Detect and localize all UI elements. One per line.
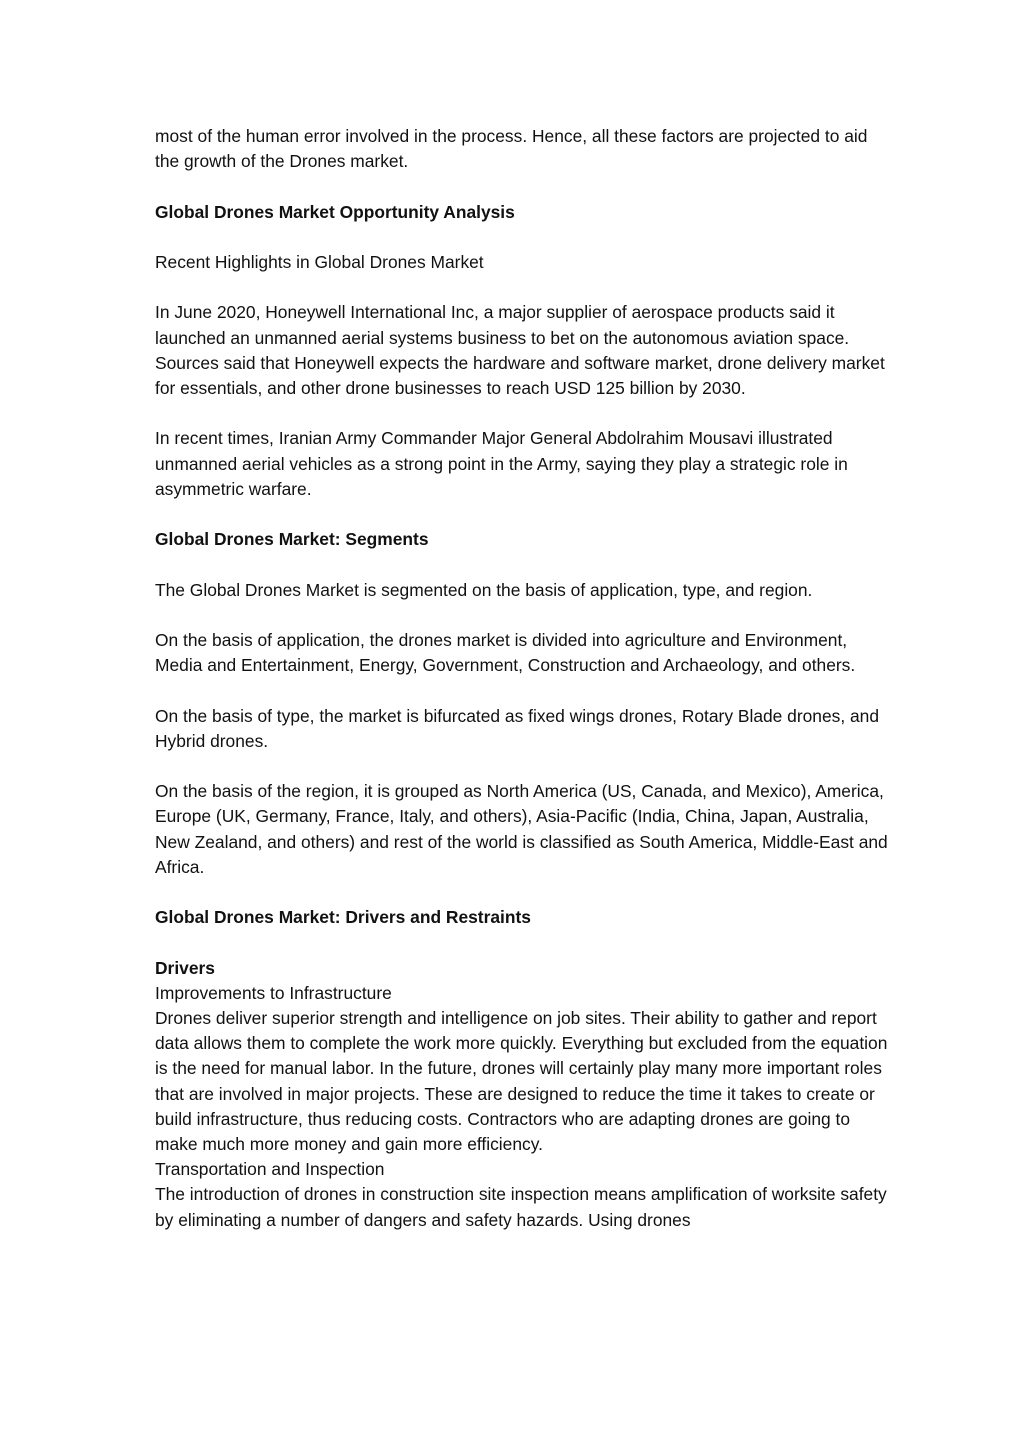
heading-segments: Global Drones Market: Segments <box>155 529 429 550</box>
heading-opportunity-analysis: Global Drones Market Opportunity Analysis <box>155 201 515 222</box>
intro-paragraph: most of the human error involved in the process. Hence, all these factors are projected to aid the growth of the Drones market. <box>155 126 868 172</box>
heading-drivers: Drivers <box>155 957 215 978</box>
paragraph-iran: In recent times, Iranian Army Commander Major General Abdolrahim Mousavi illustrated unmanned aerial vehicles as a strong point in the Army, saying they play a strategic role in asymmetric warfare. <box>155 428 848 499</box>
paragraph-region: On the basis of the region, it is grouped as North America (US, Canada, and Mexico), America, Europe (UK, Germany, France, Italy, and others), Asia-Pacific (India, China, Japan, Australia, New Zealand, and others) and rest of the world is classified as South America, Middle-East and Africa. <box>155 781 888 877</box>
paragraph-type: On the basis of type, the market is bifurcated as fixed wings drones, Rotary Blade drones, and Hybrid drones. <box>155 705 880 751</box>
paragraph-segmented: The Global Drones Market is segmented on the basis of application, type, and region. <box>155 579 813 600</box>
subheading-infrastructure: Improvements to Infrastructure <box>155 982 392 1003</box>
document-body <box>155 124 890 1233</box>
paragraph-infrastructure: Drones deliver superior strength and intelligence on job sites. Their ability to gather and report data allows them to complete the work more quickly. Everything but excluded from the equation is the need for manual labor. In the future, drones will certainly play many more important roles that are involved in major projects. These are designed to reduce the time it takes to create or build infrastructure, thus reducing costs. Contractors who are adapting drones are going to make much more money and gain more efficiency. <box>155 1007 888 1154</box>
subheading-recent-highlights: Recent Highlights in Global Drones Market <box>155 251 484 272</box>
paragraph-application: On the basis of application, the drones market is divided into agriculture and Environment, Media and Entertainment, Energy, Government, Construction and Archaeology, and others. <box>155 629 856 676</box>
paragraph-honeywell: In June 2020, Honeywell International Inc, a major supplier of aerospace products said it launched an unmanned aerial systems business to bet on the autonomous aviation space. Sources said that Honeywell expects the hardware and software market, drone delivery market for essentials, and other drone businesses to reach USD 125 billion by 2030. <box>155 302 885 398</box>
paragraph-transportation: The introduction of drones in construction site inspection means amplification of worksite safety by eliminating a number of dangers and safety hazards. Using drones <box>155 1184 887 1230</box>
heading-drivers-restraints: Global Drones Market: Drivers and Restraints <box>155 907 531 928</box>
subheading-transportation: Transportation and Inspection <box>155 1159 385 1180</box>
